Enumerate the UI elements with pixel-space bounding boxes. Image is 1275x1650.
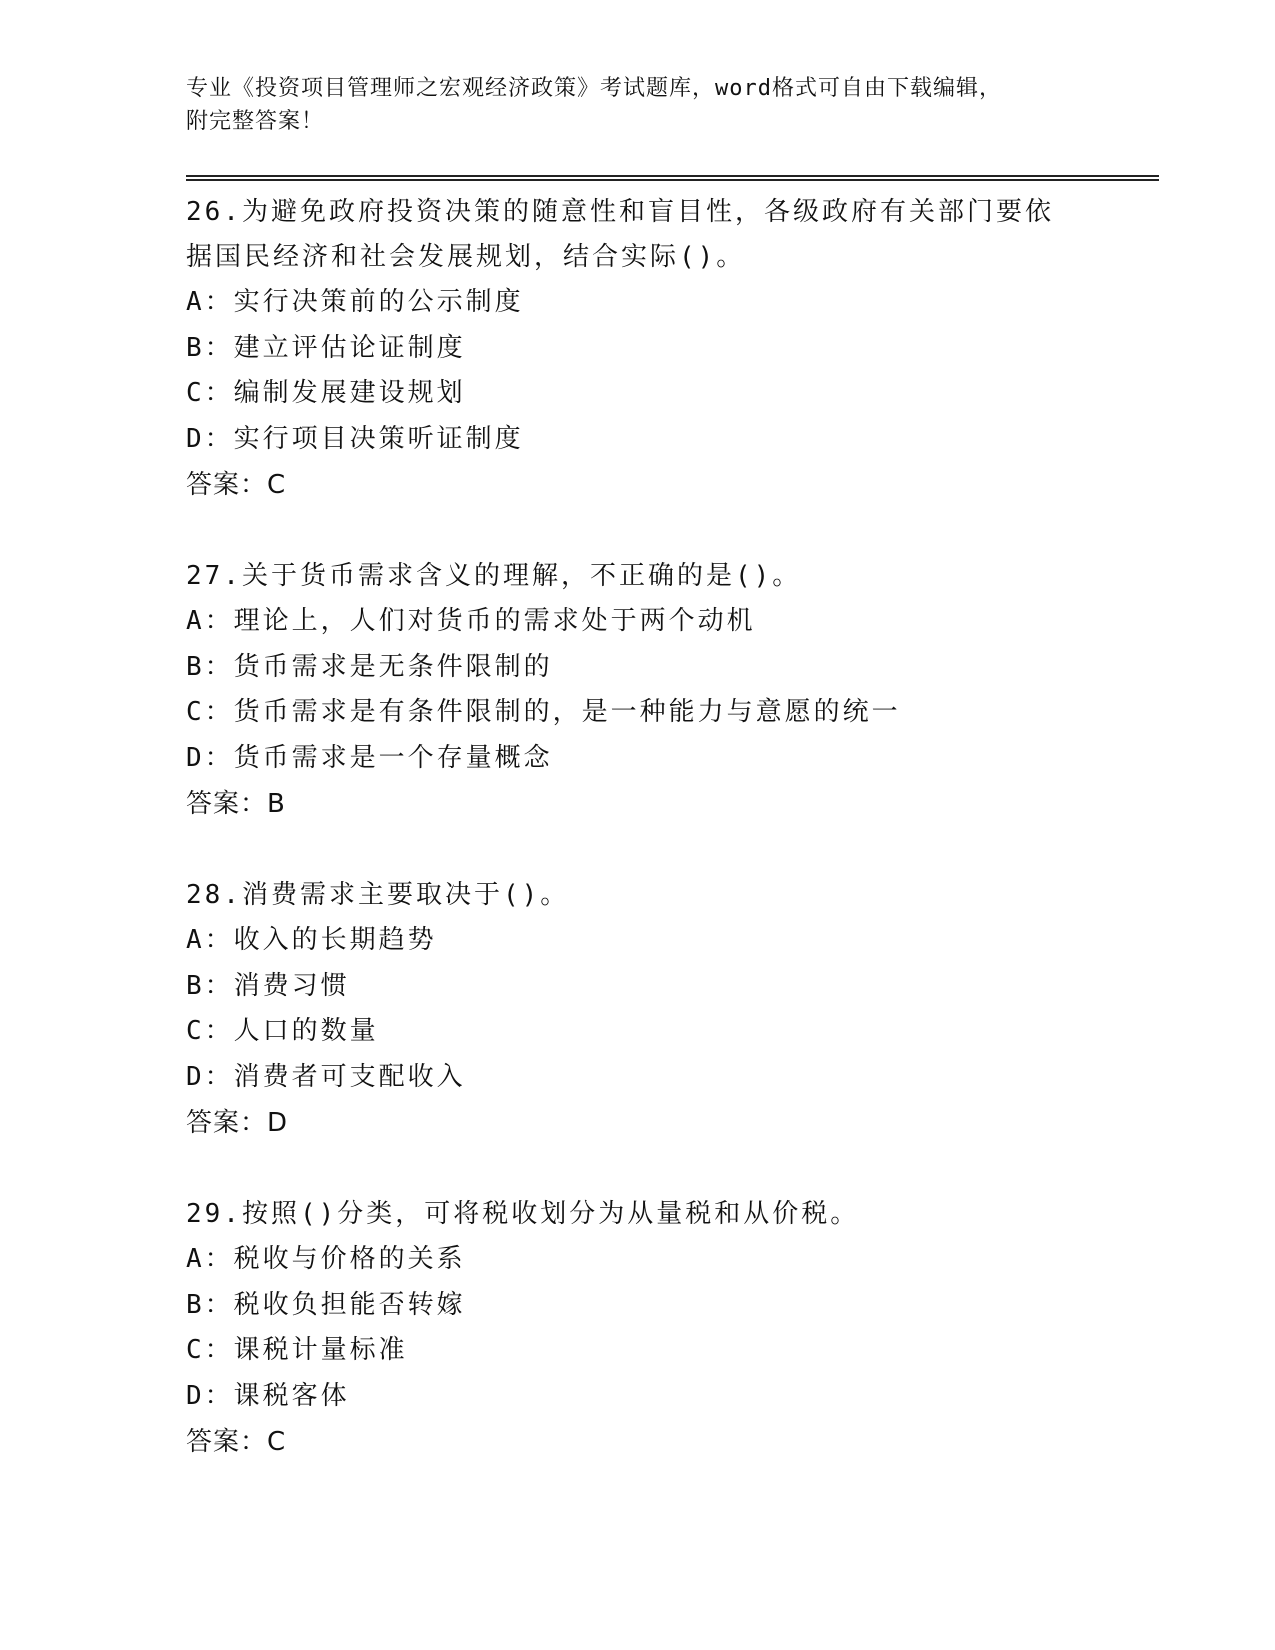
header-line-2: 附完整答案！ <box>186 109 325 134</box>
question-26 <box>186 190 1161 508</box>
question-stem: 28.消费需求主要取决于()。 <box>186 880 570 910</box>
option-d: D：实行项目决策听证制度 <box>186 423 524 454</box>
option-a: A：理论上，人们对货币的需求处于两个动机 <box>186 606 756 636</box>
question-stem: 26.为避免政府投资决策的随意性和盲目性，各级政府有关部门要依据国民经济和社会发展规划，结合实际()。 <box>186 197 1054 272</box>
option-c: C：货币需求是有条件限制的，是一种能力与意愿的统一 <box>186 697 901 727</box>
option-b: B：税收负担能否转嫁 <box>186 1289 466 1320</box>
header-line-1: 专业《投资项目管理师之宏观经济政策》考试题库，word格式可自由下载编辑， <box>186 76 1002 101</box>
option-d: D：课税客体 <box>186 1380 350 1411</box>
option-d: D：消费者可支配收入 <box>186 1061 466 1092</box>
answer-line: 答案：D <box>186 1108 289 1138</box>
question-27 <box>186 554 1161 827</box>
question-list <box>186 190 1161 1511</box>
option-a: A：实行决策前的公示制度 <box>186 287 524 317</box>
option-b: B：消费习惯 <box>186 970 350 1001</box>
option-d: D：货币需求是一个存量概念 <box>186 742 553 773</box>
answer-line: 答案：B <box>186 789 286 819</box>
answer-line: 答案：C <box>186 1427 287 1457</box>
option-c: C：课税计量标准 <box>186 1335 408 1365</box>
header-divider <box>186 175 1159 181</box>
option-a: A：税收与价格的关系 <box>186 1244 466 1274</box>
question-28 <box>186 873 1161 1146</box>
option-b: B：建立评估论证制度 <box>186 332 466 363</box>
option-c: C：人口的数量 <box>186 1016 379 1046</box>
option-a: A：收入的长期趋势 <box>186 925 437 955</box>
document-header <box>186 72 1086 138</box>
option-b: B：货币需求是无条件限制的 <box>186 651 553 682</box>
question-stem: 27.关于货币需求含义的理解，不正确的是()。 <box>186 561 802 591</box>
option-c: C：编制发展建设规划 <box>186 378 466 408</box>
document-page <box>186 0 1161 1650</box>
question-29 <box>186 1192 1161 1465</box>
question-stem: 29.按照()分类，可将税收划分为从量税和从价税。 <box>186 1199 860 1229</box>
answer-line: 答案：C <box>186 470 287 500</box>
